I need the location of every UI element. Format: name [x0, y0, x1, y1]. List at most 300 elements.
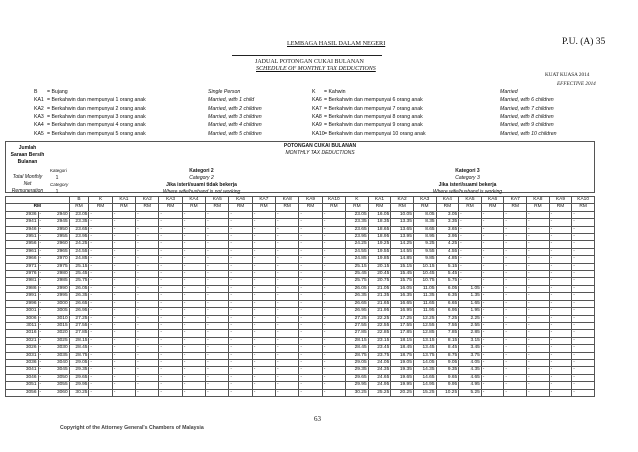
range-high-cell — [38, 330, 69, 337]
tax-value: 16.05 — [368, 211, 391, 218]
tax-value: - — [89, 389, 112, 396]
tax-value: - — [136, 211, 159, 218]
tax-value: - — [572, 315, 595, 322]
tax-value: - — [206, 263, 229, 270]
tax-value: 4.35 — [459, 367, 482, 374]
tax-value: - — [112, 241, 135, 248]
range-low: 2966 — [6, 256, 39, 263]
range-high: 3050 — [56, 374, 68, 380]
range-low: 3016 — [6, 330, 39, 337]
range-separator: - — [39, 211, 42, 217]
rm-unit: RM — [346, 204, 369, 211]
tax-value: - — [572, 389, 595, 396]
tax-value: 3.45 — [459, 345, 482, 352]
tax-value: - — [159, 382, 182, 389]
tax-value: - — [112, 300, 135, 307]
tax-value: - — [206, 211, 229, 218]
tax-value: 8.05 — [413, 211, 436, 218]
tax-value: 29.65 — [69, 374, 89, 381]
tax-value: 22.85 — [368, 330, 391, 337]
tax-value: - — [527, 211, 550, 218]
legend-code: B — [34, 89, 38, 95]
column-header: KA4 — [436, 197, 459, 204]
tax-value: - — [527, 300, 550, 307]
tax-value: - — [182, 293, 205, 300]
tax-value: - — [299, 330, 322, 337]
tax-value: 23.45 — [368, 345, 391, 352]
range-separator: - — [39, 374, 42, 380]
range-separator: - — [39, 382, 42, 388]
tax-value: - — [112, 352, 135, 359]
tax-value: 28.75 — [69, 352, 89, 359]
col1-en-2: Net — [23, 181, 32, 187]
tax-value: - — [572, 219, 595, 226]
tax-value: - — [276, 219, 299, 226]
tax-value: - — [159, 308, 182, 315]
table-row — [6, 345, 595, 352]
tax-value: 15.75 — [391, 278, 414, 285]
tax-value: - — [136, 285, 159, 292]
tax-value: - — [276, 293, 299, 300]
tax-value: - — [252, 359, 275, 366]
column-header: KA6 — [229, 197, 252, 204]
tax-value: 8.15 — [436, 337, 459, 344]
tax-value: - — [481, 352, 504, 359]
tax-value: - — [252, 241, 275, 248]
tax-value: - — [252, 374, 275, 381]
range-high: 3035 — [56, 352, 68, 358]
tax-value: - — [299, 345, 322, 352]
tax-value: - — [504, 241, 527, 248]
tax-value: 8.45 — [436, 345, 459, 352]
tax-value: - — [182, 285, 205, 292]
rm-unit: RM — [436, 204, 459, 211]
title-en: SCHEDULE OF MONTHLY TAX DEDUCTIONS — [256, 66, 376, 72]
range-low: 2941 — [6, 219, 39, 226]
tax-value: - — [504, 352, 527, 359]
column-header: KA6 — [481, 197, 504, 204]
tax-value: 25.15 — [69, 263, 89, 270]
tax-value: - — [89, 256, 112, 263]
tax-value: - — [481, 219, 504, 226]
tax-value: - — [481, 382, 504, 389]
tax-value: - — [89, 308, 112, 315]
tax-value: 27.85 — [346, 330, 369, 337]
tax-value: 11.95 — [413, 308, 436, 315]
tax-value: 27.25 — [346, 315, 369, 322]
tax-value: - — [299, 300, 322, 307]
legend-desc: = Berkahwin dan mempunyai 10 orang anak — [324, 130, 426, 137]
tax-value: 10.15 — [413, 263, 436, 270]
tax-value: 25.25 — [368, 389, 391, 396]
divider — [232, 55, 382, 56]
table-row — [6, 248, 595, 255]
tax-value: 13.45 — [413, 345, 436, 352]
tax-value: - — [252, 352, 275, 359]
range-separator: - — [39, 330, 42, 336]
tax-value: 17.85 — [391, 330, 414, 337]
tax-value: 5.75 — [436, 278, 459, 285]
tax-value: 5.15 — [436, 263, 459, 270]
tax-value: 26.35 — [346, 293, 369, 300]
tax-value: 22.25 — [368, 315, 391, 322]
tax-value: 24.05 — [368, 359, 391, 366]
tax-value: 5.45 — [436, 271, 459, 278]
tax-value: 13.95 — [391, 234, 414, 241]
tax-value: - — [322, 256, 345, 263]
tax-value: - — [112, 382, 135, 389]
tax-value: - — [322, 241, 345, 248]
tax-value: - — [229, 211, 252, 218]
tax-value: - — [206, 389, 229, 396]
tax-value: - — [159, 278, 182, 285]
tax-value: - — [252, 300, 275, 307]
range-high-cell — [38, 315, 69, 322]
tax-value: 3.35 — [436, 219, 459, 226]
tax-value: - — [527, 315, 550, 322]
tax-value: 29.35 — [69, 367, 89, 374]
tax-value: - — [459, 278, 482, 285]
tax-value: - — [229, 308, 252, 315]
tax-value: - — [504, 308, 527, 315]
tax-value: - — [159, 322, 182, 329]
tax-value: - — [527, 389, 550, 396]
header-codes-row — [6, 197, 595, 204]
tax-value: 16.95 — [391, 308, 414, 315]
legend-desc: = Kahwin — [324, 89, 346, 95]
tax-value: 24.25 — [69, 241, 89, 248]
tax-value: 26.95 — [69, 308, 89, 315]
tax-value: 9.65 — [436, 374, 459, 381]
tax-value: 17.25 — [391, 315, 414, 322]
tax-value: - — [504, 374, 527, 381]
range-high: 2980 — [56, 271, 68, 277]
tax-value: - — [504, 389, 527, 396]
tax-value: - — [182, 234, 205, 241]
tax-value: 29.95 — [346, 382, 369, 389]
column-header: KA5 — [459, 197, 482, 204]
tax-value: - — [206, 256, 229, 263]
tax-value: - — [159, 211, 182, 218]
tax-value: 24.25 — [346, 241, 369, 248]
tax-value: - — [481, 367, 504, 374]
tax-value: - — [549, 248, 572, 255]
range-low: 3011 — [6, 322, 39, 329]
tax-value: - — [322, 367, 345, 374]
tax-value: - — [504, 293, 527, 300]
range-high-cell — [38, 263, 69, 270]
tax-value: - — [276, 226, 299, 233]
tax-value: - — [136, 374, 159, 381]
tax-value: - — [182, 330, 205, 337]
tax-value: 19.95 — [391, 382, 414, 389]
tax-value: - — [549, 367, 572, 374]
header-rm-row — [6, 204, 595, 211]
range-low: 2961 — [6, 248, 39, 255]
tax-value: - — [527, 374, 550, 381]
tax-value: 18.65 — [368, 226, 391, 233]
tax-value: - — [136, 389, 159, 396]
tax-value: - — [504, 226, 527, 233]
tax-value: - — [322, 345, 345, 352]
legend-code: KA10 — [312, 130, 325, 137]
tax-value: - — [504, 330, 527, 337]
tax-value: - — [206, 315, 229, 322]
range-high-cell — [38, 226, 69, 233]
tax-value: - — [504, 278, 527, 285]
tax-value: 9.85 — [413, 256, 436, 263]
tax-value: - — [229, 219, 252, 226]
tax-value: 22.55 — [368, 322, 391, 329]
tax-value: - — [252, 219, 275, 226]
tax-value: - — [206, 234, 229, 241]
tax-value: - — [89, 234, 112, 241]
tax-value: - — [299, 256, 322, 263]
tax-value: - — [527, 285, 550, 292]
tax-value: 28.15 — [69, 337, 89, 344]
tax-value: - — [459, 263, 482, 270]
tax-value: - — [481, 271, 504, 278]
tax-value: - — [481, 389, 504, 396]
tax-value: 19.25 — [368, 241, 391, 248]
tax-value: - — [299, 322, 322, 329]
tax-value: - — [136, 345, 159, 352]
range-low: 3056 — [6, 389, 39, 396]
range-high-cell — [38, 293, 69, 300]
tax-value: - — [182, 389, 205, 396]
tax-value: - — [276, 374, 299, 381]
tax-value: - — [572, 308, 595, 315]
range-separator: - — [39, 256, 42, 262]
tax-value: 27.55 — [346, 322, 369, 329]
tax-value: - — [112, 345, 135, 352]
tax-value: - — [299, 315, 322, 322]
legend-code: KA4 — [34, 122, 44, 129]
range-separator: - — [39, 352, 42, 358]
col1-bm-2: Saraan Bersih — [10, 152, 45, 158]
tax-value: - — [136, 367, 159, 374]
tax-value: - — [299, 382, 322, 389]
tax-value: - — [89, 285, 112, 292]
tax-value: - — [89, 293, 112, 300]
tax-value: - — [89, 300, 112, 307]
tax-value: 8.65 — [413, 226, 436, 233]
tax-value: - — [572, 234, 595, 241]
tax-value: - — [549, 352, 572, 359]
tax-value: 2.25 — [459, 315, 482, 322]
tax-value: 3.05 — [436, 211, 459, 218]
table-row — [6, 256, 595, 263]
range-low: 2936 — [6, 211, 39, 218]
tax-value: - — [229, 234, 252, 241]
range-high: 3000 — [56, 300, 68, 306]
tax-value: 18.45 — [391, 345, 414, 352]
tax-value: - — [549, 271, 572, 278]
tax-value: - — [527, 241, 550, 248]
tax-value: - — [322, 300, 345, 307]
tax-value: - — [206, 322, 229, 329]
tax-value: - — [549, 359, 572, 366]
tax-value: - — [322, 285, 345, 292]
tax-value: - — [481, 248, 504, 255]
tax-value: - — [276, 308, 299, 315]
tax-value: 23.05 — [346, 211, 369, 218]
range-high: 3040 — [56, 359, 68, 365]
tax-value: - — [159, 352, 182, 359]
tax-value: - — [229, 248, 252, 255]
tax-value: 21.95 — [368, 308, 391, 315]
range-low: 3021 — [6, 337, 39, 344]
range-separator: - — [39, 337, 42, 343]
tax-value: - — [481, 374, 504, 381]
tax-value: - — [182, 241, 205, 248]
tax-value: 12.55 — [413, 322, 436, 329]
tax-value: - — [89, 367, 112, 374]
legend-desc: = Bujang — [47, 89, 68, 95]
tax-value: - — [299, 389, 322, 396]
tax-value: - — [252, 256, 275, 263]
tax-value: - — [136, 293, 159, 300]
tax-value: - — [112, 330, 135, 337]
legend-desc: = Berkahwin dan mempunyai 9 orang anak — [324, 122, 423, 129]
tax-value: - — [252, 389, 275, 396]
tax-value: 27.25 — [69, 315, 89, 322]
table-row — [6, 359, 595, 366]
tax-value: - — [112, 285, 135, 292]
tax-value: - — [136, 271, 159, 278]
range-high: 2950 — [56, 226, 68, 232]
tax-value: - — [504, 248, 527, 255]
effective-en: EFFECTIVE 2014 — [557, 81, 596, 87]
tax-value: - — [572, 367, 595, 374]
cat1-en: Category — [50, 182, 69, 187]
tax-value: - — [299, 285, 322, 292]
tax-value: - — [572, 256, 595, 263]
tax-value: 20.15 — [368, 263, 391, 270]
tax-value: 29.95 — [69, 382, 89, 389]
table-row — [6, 300, 595, 307]
tax-value: 4.25 — [436, 241, 459, 248]
range-high-cell — [38, 345, 69, 352]
tax-value: 1.95 — [459, 308, 482, 315]
tax-value: - — [136, 359, 159, 366]
tax-value: - — [159, 219, 182, 226]
tax-value: - — [549, 337, 572, 344]
tax-value: - — [136, 219, 159, 226]
tax-value: - — [182, 322, 205, 329]
tax-value: 2.55 — [459, 322, 482, 329]
tax-value: - — [89, 241, 112, 248]
tax-value: - — [276, 241, 299, 248]
tax-value: - — [504, 300, 527, 307]
effective-bm: KUAT KUASA 2014 — [545, 72, 590, 78]
column-header: KA1 — [368, 197, 391, 204]
range-high: 2985 — [56, 278, 68, 284]
range-separator: - — [39, 219, 42, 225]
range-separator: - — [39, 322, 42, 328]
tax-value: - — [322, 219, 345, 226]
tax-value: 24.85 — [69, 256, 89, 263]
range-separator: - — [39, 278, 42, 284]
tax-value: - — [299, 226, 322, 233]
tax-value: 24.65 — [368, 374, 391, 381]
legend-code: KA8 — [312, 113, 322, 120]
tax-value: - — [481, 322, 504, 329]
tax-value: - — [322, 382, 345, 389]
tax-value: 6.05 — [436, 285, 459, 292]
tax-value: - — [549, 308, 572, 315]
tax-value: 11.05 — [413, 285, 436, 292]
tax-value: - — [459, 234, 482, 241]
tax-value: 10.05 — [391, 211, 414, 218]
tax-value: - — [572, 352, 595, 359]
tax-value: - — [322, 308, 345, 315]
tax-value: - — [549, 211, 572, 218]
tax-value: 24.95 — [368, 382, 391, 389]
tax-value: 14.35 — [413, 367, 436, 374]
range-separator: - — [39, 248, 42, 254]
tax-value: - — [322, 330, 345, 337]
column-header: KA3 — [413, 197, 436, 204]
tax-value: - — [206, 285, 229, 292]
rm-unit: RM — [136, 204, 159, 211]
tax-value: - — [322, 389, 345, 396]
range-low: 2951 — [6, 234, 39, 241]
tax-value: - — [159, 234, 182, 241]
range-separator: - — [39, 226, 42, 232]
tax-value: - — [276, 315, 299, 322]
tax-value: - — [459, 256, 482, 263]
tax-value: 1.05 — [459, 285, 482, 292]
tax-value: 24.35 — [368, 367, 391, 374]
range-separator: - — [39, 241, 42, 247]
table-row — [6, 271, 595, 278]
tax-value: 28.45 — [346, 345, 369, 352]
tax-value: - — [89, 322, 112, 329]
tax-value: - — [276, 248, 299, 255]
tax-value: - — [322, 263, 345, 270]
range-high: 2960 — [56, 241, 68, 247]
tax-value: 14.85 — [391, 256, 414, 263]
tax-value: - — [504, 211, 527, 218]
tax-value: - — [322, 352, 345, 359]
tax-value: - — [229, 271, 252, 278]
tax-value: - — [112, 248, 135, 255]
rm-unit: RM — [69, 204, 89, 211]
tax-value: - — [299, 293, 322, 300]
tax-value: - — [322, 248, 345, 255]
rm-unit: RM — [527, 204, 550, 211]
tax-value: - — [159, 389, 182, 396]
tax-value: - — [182, 256, 205, 263]
range-separator: - — [39, 359, 42, 365]
tax-value: - — [276, 345, 299, 352]
range-high: 2995 — [56, 293, 68, 299]
cat1-num: 1 — [55, 175, 59, 181]
tax-value: - — [549, 345, 572, 352]
tax-value: - — [182, 271, 205, 278]
tax-value: - — [572, 241, 595, 248]
tax-value: - — [159, 359, 182, 366]
tax-value: - — [276, 389, 299, 396]
tax-value: - — [527, 352, 550, 359]
tax-value: 19.35 — [391, 367, 414, 374]
legend-en: Married, with 8 children — [500, 113, 554, 120]
rm-unit: RM — [549, 204, 572, 211]
tax-value: - — [136, 352, 159, 359]
tax-value: - — [549, 226, 572, 233]
tax-value: - — [159, 293, 182, 300]
